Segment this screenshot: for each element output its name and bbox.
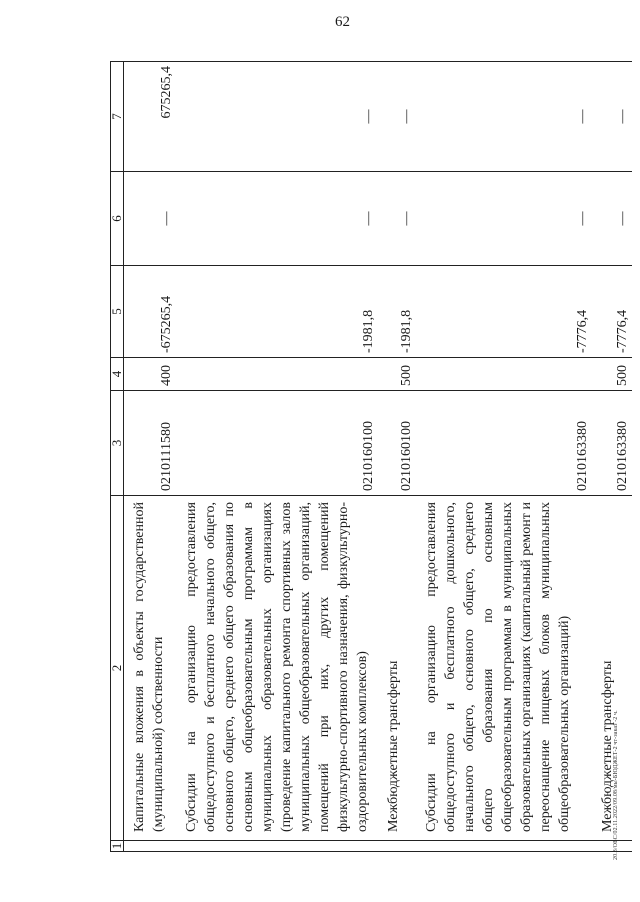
- row-code: 0210160100: [176, 391, 378, 496]
- row-type: 400: [124, 358, 176, 391]
- header-col-2: 2: [111, 496, 124, 841]
- row-col6: —: [378, 172, 416, 266]
- header-col-4: 4: [111, 358, 124, 391]
- row-col7: —: [416, 62, 592, 172]
- row-col6: —: [592, 172, 632, 266]
- row-col5: -7776,4: [592, 266, 632, 358]
- row-name: Субсидии на организацию предоставления общедоступного и бесплатного начального общего, основного общего, среднего общего образования по основным общеобразовательным программам в муниципальных образовательных организациях (проведение капитального ремонта спортивных залов муниципальных общеобразовательных организаций, помещений при них, других помещений физкультурно-спортивного назначения, физкультурно-оздоровительных комплексов): [176, 496, 378, 841]
- row-name: Межбюджетные трансферты: [378, 496, 416, 841]
- row-col5: -1981,8: [176, 266, 378, 358]
- header-col-1: 1: [111, 841, 124, 852]
- row-col7: —: [592, 62, 632, 172]
- row-col5: -675265,4: [124, 266, 176, 358]
- table-row: [378, 62, 416, 852]
- row-col7: —: [378, 62, 416, 172]
- row-col6: —: [416, 172, 592, 266]
- row-col7: 675265,4: [124, 62, 176, 172]
- budget-table: [110, 61, 632, 852]
- row-name: Межбюджетные трансферты: [592, 496, 632, 841]
- table-row: [176, 62, 378, 852]
- row-col7: —: [176, 62, 378, 172]
- row-type: 500: [592, 358, 632, 391]
- row-name: Капитальные вложения в объекты государственной (муниципальной) собственности: [124, 496, 176, 841]
- header-col-3: 3: [111, 391, 124, 496]
- row-type: [416, 358, 592, 391]
- table-row: [416, 62, 592, 852]
- row-code: 0210163380: [592, 391, 632, 496]
- header-col-7: 7: [111, 62, 124, 172]
- row-type: 500: [378, 358, 416, 391]
- row-name: Субсидии на организацию предоставления общедоступного и бесплатного дошкольного, начального общего, основного общего, среднего общего образования по основным общеобразовательным программам в муниципальных образовательных организациях (капитальный ремонт и переоснащение пищевых блоков муниципальных общеобразовательных организаций): [416, 496, 592, 841]
- row-code: 0210160100: [378, 391, 416, 496]
- row-col6: —: [124, 172, 176, 266]
- header-col-5: 5: [111, 266, 124, 358]
- row-col6: —: [176, 172, 378, 266]
- table-header-row: [111, 62, 124, 852]
- row-code: 0210111580: [124, 391, 176, 496]
- table-row: [124, 62, 176, 852]
- footer-code: 20.3/ОБС/02.11.2022/09.08/мы-БЮДЖЕТ-2 чт-заказ -2 ч.: [613, 710, 619, 860]
- row-col5: -1981,8: [378, 266, 416, 358]
- row-code: 0210163380: [416, 391, 592, 496]
- row-type: [176, 358, 378, 391]
- header-col-6: 6: [111, 172, 124, 266]
- page-number: 62: [335, 14, 350, 30]
- row-col5: -7776,4: [416, 266, 592, 358]
- table-row: [592, 62, 632, 852]
